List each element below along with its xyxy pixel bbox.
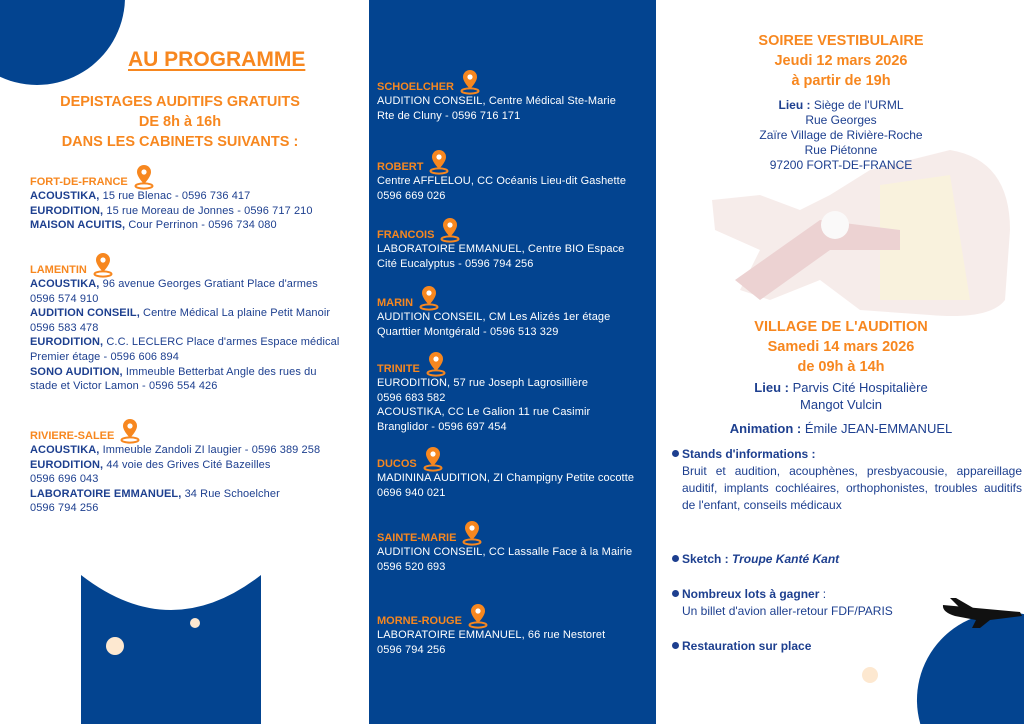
- map-pin-icon: [423, 446, 443, 472]
- address-text: Immeuble Zandoli ZI laugier - 0596 389 258: [99, 444, 321, 456]
- city-name: SAINTE-MARIE: [377, 532, 457, 544]
- subtitle: [30, 92, 330, 152]
- city-heading: [377, 159, 626, 173]
- soiree-title: SOIREE VESTIBULAIRE: [758, 33, 924, 49]
- address-line: [30, 472, 320, 487]
- business-name: EURODITION,: [30, 204, 104, 217]
- bullet-heading: Nombreux lots à gagner: [672, 587, 819, 601]
- bullet-stands: [672, 446, 1022, 514]
- address-line: 97200 FORT-DE-FRANCE: [769, 158, 913, 172]
- address-text: 15 rue Blenac - 0596 736 417: [99, 190, 251, 202]
- lieu-value: Siège de l'URML: [810, 98, 904, 112]
- address-text: 15 rue Moreau de Jonnes - 0596 717 210: [103, 204, 313, 217]
- business-name: EURODITION,: [30, 458, 104, 471]
- business-name: ACOUSTIKA,: [30, 444, 100, 456]
- address-text: 0596 574 910: [30, 292, 99, 305]
- address-line: EURODITION, 57 rue Joseph Lagrosillière: [377, 377, 589, 389]
- bullet-body: Un billet d'avion aller-retour FDF/PARIS: [682, 604, 893, 618]
- map-pin-icon: [462, 520, 482, 546]
- village-time: de 09h à 14h: [797, 359, 885, 375]
- address-line: 0596 669 026: [377, 189, 446, 202]
- address-line: [30, 335, 339, 350]
- address-line: [30, 292, 339, 307]
- city-heading: [377, 613, 605, 627]
- bullet-heading: Restauration sur place: [672, 638, 1022, 655]
- address-line: LABORATOIRE EMMANUEL, Centre BIO Espace: [377, 243, 625, 255]
- address-text: 44 voie des Grives Cité Bazeilles: [103, 458, 271, 471]
- bullet-heading: Stands d'informations :: [672, 446, 1022, 463]
- address-line: Cité Eucalyptus - 0596 794 256: [377, 257, 534, 270]
- address-line: 0596 520 693: [377, 560, 446, 573]
- address-text: stade et Victor Lamon - 0596 554 426: [30, 380, 218, 393]
- city-name: MORNE-ROUGE: [377, 615, 462, 627]
- business-name: LABORATOIRE EMMANUEL,: [30, 487, 182, 500]
- address-line: [30, 487, 320, 502]
- city-section: [377, 227, 624, 271]
- bullet-resto: [672, 638, 1022, 655]
- address-line: Rue Piétonne: [804, 143, 878, 157]
- map-pin-icon: [134, 164, 154, 190]
- address-line: AUDITION CONSEIL, CC Lassalle Face à la Mairie: [377, 546, 633, 558]
- city-heading: [377, 456, 634, 470]
- map-pin-icon: [440, 217, 460, 243]
- address-text: 96 avenue Georges Gratiant Place d'armes: [99, 278, 318, 290]
- address-line: 0696 940 021: [377, 486, 446, 499]
- city-heading: [377, 295, 610, 309]
- city-section: [377, 530, 632, 574]
- village-date: Samedi 14 mars 2026: [767, 339, 915, 355]
- business-name: MAISON ACUITIS,: [30, 219, 126, 232]
- city-name: LAMENTIN: [30, 264, 87, 276]
- business-name: EURODITION,: [30, 336, 104, 349]
- map-pin-icon: [429, 149, 449, 175]
- bullet-sketch: [672, 551, 1022, 568]
- city-section: [30, 262, 339, 394]
- page-title: AU PROGRAMME: [128, 48, 306, 71]
- address-line: AUDITION CONSEIL, Centre Médical Ste-Marie: [377, 95, 616, 107]
- city-name: DUCOS: [377, 458, 417, 470]
- address-line: [30, 306, 339, 321]
- address-line: [30, 189, 313, 204]
- city-name: RIVIERE-SALEE: [30, 430, 115, 442]
- address-line: [30, 218, 313, 233]
- address-text: 34 Rue Schoelcher: [181, 487, 280, 500]
- city-heading: [30, 262, 339, 276]
- map-pin-icon: [120, 418, 140, 444]
- village-block: [668, 317, 1014, 436]
- soiree-date: Jeudi 12 mars 2026: [774, 53, 908, 69]
- separator: :: [819, 587, 827, 601]
- city-section: [377, 79, 616, 123]
- address-line: [30, 277, 339, 292]
- city-name: SCHOELCHER: [377, 81, 455, 93]
- map-pin-icon: [419, 285, 439, 311]
- address-line: LABORATOIRE EMMANUEL, 66 rue Nestoret: [377, 629, 606, 641]
- city-name: ROBERT: [377, 161, 424, 173]
- bottom-right-circle: [917, 612, 1024, 724]
- address-line: MADININA AUDITION, ZI Champigny Petite cocotte: [377, 472, 635, 484]
- subtitle-line: DEPISTAGES AUDITIFS GRATUITS: [60, 94, 300, 110]
- soiree-lieu: [668, 98, 1014, 113]
- animation-value: Émile JEAN-EMMANUEL: [801, 421, 953, 436]
- address-text: 0596 794 256: [30, 502, 99, 515]
- animation-label: Animation :: [729, 421, 802, 436]
- address-line: [30, 501, 320, 516]
- address-text: Immeuble Betterbat Angle des rues du: [122, 365, 317, 378]
- city-name: MARIN: [377, 297, 414, 309]
- business-name: ACOUSTIKA,: [30, 278, 100, 290]
- city-heading: [30, 428, 320, 442]
- address-line: Mangot Vulcin: [800, 397, 882, 412]
- address-line: AUDITION CONSEIL, CM Les Alizés 1er étage: [377, 311, 611, 323]
- subtitle-line: DANS LES CABINETS SUIVANTS :: [61, 134, 299, 150]
- address-line: Zaïre Village de Rivière-Roche: [759, 128, 923, 142]
- city-heading: [30, 174, 313, 188]
- address-text: C.C. LECLERC Place d'armes Espace médical: [103, 336, 340, 349]
- city-section: [377, 613, 605, 657]
- animation: [668, 421, 1014, 436]
- city-name: FORT-DE-FRANCE: [30, 176, 128, 188]
- city-heading: [377, 227, 624, 241]
- lieu-label: Lieu :: [754, 380, 789, 395]
- city-heading: [377, 361, 590, 375]
- lieu-value: Parvis Cité Hospitalière: [788, 380, 928, 395]
- city-section: [377, 159, 626, 203]
- village-lieu: [668, 379, 1014, 396]
- map-pin-icon: [426, 351, 446, 377]
- address-line: 0596 794 256: [377, 643, 446, 656]
- dot: [106, 637, 124, 655]
- address-line: [30, 321, 339, 336]
- dot: [190, 618, 200, 628]
- address-line: Branglidor - 0596 697 454: [377, 420, 507, 433]
- address-line: [30, 458, 320, 473]
- map-pin-icon: [460, 69, 480, 95]
- address-line: ACOUSTIKA, CC Le Galion 11 rue Casimir: [377, 406, 591, 419]
- address-line: Rte de Cluny - 0596 716 171: [377, 109, 521, 122]
- city-section: [377, 456, 634, 500]
- soiree-block: [668, 31, 1014, 173]
- address-text: 0596 583 478: [30, 321, 99, 334]
- address-text: Premier étage - 0596 606 894: [30, 350, 179, 363]
- ear-illustration: [712, 150, 1010, 316]
- address-text: 0596 696 043: [30, 473, 99, 486]
- address-line: [30, 365, 339, 380]
- address-text: Cour Perrinon - 0596 734 080: [125, 219, 277, 232]
- top-left-circle: [0, 0, 125, 85]
- city-name: FRANCOIS: [377, 229, 435, 241]
- business-name: SONO AUDITION,: [30, 365, 123, 378]
- city-heading: [377, 79, 616, 93]
- map-pin-icon: [468, 603, 488, 629]
- address-line: Rue Georges: [805, 113, 877, 127]
- dot: [862, 667, 878, 683]
- address-line: [30, 204, 313, 219]
- address-line: [30, 350, 339, 365]
- bullet-body: Troupe Kanté Kant: [728, 552, 840, 566]
- bullet-heading: Sketch :: [672, 552, 729, 566]
- address-text: Centre Médical La plaine Petit Manoir: [139, 307, 331, 320]
- city-section: [377, 361, 590, 434]
- address-line: [30, 379, 339, 394]
- address-line: 0596 683 582: [377, 391, 446, 404]
- soiree-time: à partir de 19h: [791, 73, 891, 89]
- city-name: TRINITE: [377, 363, 420, 375]
- city-section: [30, 174, 313, 233]
- village-title: VILLAGE DE L'AUDITION: [754, 319, 928, 335]
- business-name: ACOUSTIKA,: [30, 190, 100, 202]
- business-name: AUDITION CONSEIL,: [30, 307, 140, 320]
- city-heading: [377, 530, 632, 544]
- address-line: [30, 443, 320, 458]
- subtitle-line: DE 8h à 16h: [138, 114, 222, 130]
- map-pin-icon: [93, 252, 113, 278]
- address-line: Quarttier Montgérald - 0596 513 329: [377, 325, 559, 338]
- city-section: [377, 295, 610, 339]
- address-line: Centre AFFLELOU, CC Océanis Lieu-dit Gashette: [377, 175, 627, 187]
- lieu-label: Lieu :: [778, 98, 811, 112]
- bullet-body: Bruit et audition, acouphènes, presbyacousie, appareillage auditif, implants cochléaires, orthophonistes, troubles auditifs de l'enfant, conseils médicaux: [682, 464, 1022, 512]
- city-section: [30, 428, 320, 516]
- bullet-lots: [672, 586, 1022, 620]
